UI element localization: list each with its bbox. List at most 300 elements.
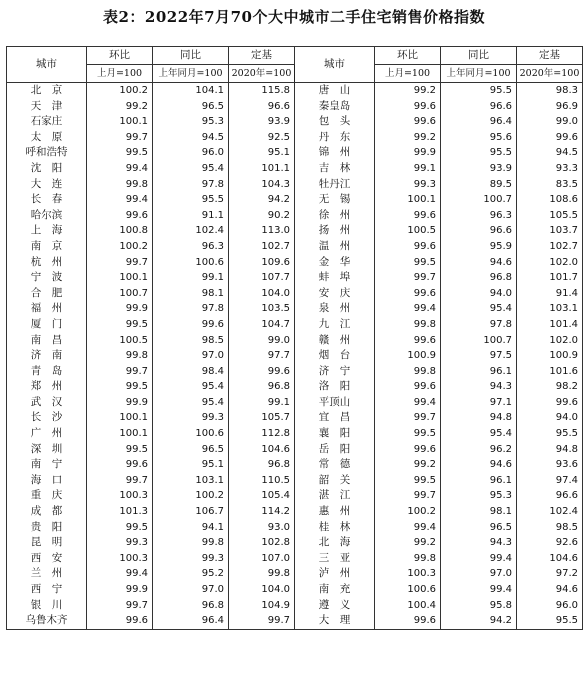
city-cell: 丹 东 <box>295 130 375 146</box>
base-cell: 94.0 <box>517 410 583 426</box>
yoy-cell: 94.1 <box>153 520 229 536</box>
city-cell: 遵 义 <box>295 598 375 614</box>
yoy-cell: 98.1 <box>441 504 517 520</box>
mom-cell: 99.7 <box>87 130 153 146</box>
table-row <box>7 613 583 629</box>
city-cell: 济 南 <box>7 348 87 364</box>
mom-cell: 100.1 <box>87 270 153 286</box>
city-cell: 襄 阳 <box>295 426 375 442</box>
mom-cell: 99.7 <box>87 598 153 614</box>
base-cell: 97.7 <box>229 348 295 364</box>
yoy-cell: 97.0 <box>153 582 229 598</box>
base-cell: 99.0 <box>229 333 295 349</box>
base-cell: 96.8 <box>229 457 295 473</box>
base-cell: 96.6 <box>517 488 583 504</box>
base-cell: 101.7 <box>517 270 583 286</box>
city-cell: 平顶山 <box>295 395 375 411</box>
base-cell: 105.7 <box>229 410 295 426</box>
base-cell: 83.5 <box>517 177 583 193</box>
mom-cell: 99.2 <box>375 130 441 146</box>
city-cell: 杭 州 <box>7 255 87 271</box>
city-cell: 哈尔滨 <box>7 208 87 224</box>
yoy-cell: 94.3 <box>441 379 517 395</box>
base-cell: 104.0 <box>229 582 295 598</box>
base-cell: 96.6 <box>229 99 295 115</box>
table-body <box>7 83 583 630</box>
city-cell: 韶 关 <box>295 473 375 489</box>
city-cell: 重 庆 <box>7 488 87 504</box>
city-cell: 无 锡 <box>295 192 375 208</box>
base-cell: 99.8 <box>229 566 295 582</box>
yoy-cell: 103.1 <box>153 473 229 489</box>
mom-cell: 100.9 <box>375 348 441 364</box>
table-row <box>7 551 583 567</box>
yoy-cell: 96.1 <box>441 364 517 380</box>
base-cell: 95.1 <box>229 145 295 161</box>
base-cell: 98.2 <box>517 379 583 395</box>
mom-cell: 99.2 <box>375 83 441 99</box>
mom-cell: 99.7 <box>87 364 153 380</box>
yoy-cell: 97.8 <box>153 301 229 317</box>
mom-cell: 100.1 <box>87 114 153 130</box>
mom-cell: 99.3 <box>375 177 441 193</box>
base-cell: 94.6 <box>517 582 583 598</box>
city-cell: 金 华 <box>295 255 375 271</box>
mom-subheader: 上月=100 <box>87 65 153 83</box>
city-cell: 烟 台 <box>295 348 375 364</box>
mom-cell: 99.7 <box>87 255 153 271</box>
table-row <box>7 582 583 598</box>
city-cell: 大 理 <box>295 613 375 629</box>
yoy-cell: 99.4 <box>441 551 517 567</box>
base-cell: 93.0 <box>229 520 295 536</box>
mom-cell: 99.4 <box>87 566 153 582</box>
city-cell: 呼和浩特 <box>7 145 87 161</box>
base-cell: 101.4 <box>517 317 583 333</box>
base-cell: 95.5 <box>517 613 583 629</box>
table-row <box>7 317 583 333</box>
city-cell: 太 原 <box>7 130 87 146</box>
table-row <box>7 255 583 271</box>
base-cell: 92.6 <box>517 535 583 551</box>
city-cell: 赣 州 <box>295 333 375 349</box>
yoy-cell: 99.4 <box>441 582 517 598</box>
city-cell: 九 江 <box>295 317 375 333</box>
mom-header: 环比 <box>375 47 441 65</box>
yoy-cell: 89.5 <box>441 177 517 193</box>
base-cell: 103.7 <box>517 223 583 239</box>
yoy-cell: 96.6 <box>441 99 517 115</box>
base-cell: 101.6 <box>517 364 583 380</box>
yoy-cell: 96.0 <box>153 145 229 161</box>
mom-cell: 100.3 <box>87 488 153 504</box>
table-row <box>7 504 583 520</box>
city-cell: 温 州 <box>295 239 375 255</box>
mom-cell: 99.6 <box>375 286 441 302</box>
city-cell: 银 川 <box>7 598 87 614</box>
table-row <box>7 395 583 411</box>
mom-cell: 99.6 <box>375 239 441 255</box>
city-cell: 南 京 <box>7 239 87 255</box>
table-row <box>7 114 583 130</box>
yoy-cell: 99.1 <box>153 270 229 286</box>
mom-cell: 99.4 <box>87 161 153 177</box>
base-cell: 90.2 <box>229 208 295 224</box>
city-cell: 泉 州 <box>295 301 375 317</box>
mom-cell: 99.5 <box>375 255 441 271</box>
yoy-cell: 97.8 <box>153 177 229 193</box>
city-cell: 海 口 <box>7 473 87 489</box>
mom-cell: 99.4 <box>375 395 441 411</box>
city-cell: 郑 州 <box>7 379 87 395</box>
yoy-cell: 94.6 <box>441 457 517 473</box>
city-cell: 兰 州 <box>7 566 87 582</box>
base-cell: 112.8 <box>229 426 295 442</box>
city-header: 城市 <box>7 47 87 83</box>
yoy-cell: 96.4 <box>153 613 229 629</box>
city-cell: 南 昌 <box>7 333 87 349</box>
city-cell: 牡丹江 <box>295 177 375 193</box>
table-row <box>7 598 583 614</box>
city-cell: 大 连 <box>7 177 87 193</box>
base-cell: 102.7 <box>517 239 583 255</box>
mom-cell: 99.6 <box>375 114 441 130</box>
city-cell: 北 京 <box>7 83 87 99</box>
city-cell: 泸 州 <box>295 566 375 582</box>
yoy-cell: 95.3 <box>153 114 229 130</box>
city-cell: 济 宁 <box>295 364 375 380</box>
price-index-table <box>6 46 583 630</box>
mom-cell: 99.6 <box>375 442 441 458</box>
base-cell: 110.5 <box>229 473 295 489</box>
yoy-cell: 94.8 <box>441 410 517 426</box>
yoy-cell: 95.4 <box>441 426 517 442</box>
yoy-cell: 95.4 <box>153 379 229 395</box>
yoy-cell: 95.5 <box>153 192 229 208</box>
mom-cell: 99.4 <box>375 301 441 317</box>
yoy-cell: 95.8 <box>441 598 517 614</box>
city-cell: 锦 州 <box>295 145 375 161</box>
city-cell: 贵 阳 <box>7 520 87 536</box>
base-cell: 99.0 <box>517 114 583 130</box>
base-cell: 96.0 <box>517 598 583 614</box>
base-cell: 104.7 <box>229 317 295 333</box>
city-cell: 深 圳 <box>7 442 87 458</box>
base-cell: 95.5 <box>517 426 583 442</box>
mom-cell: 101.3 <box>87 504 153 520</box>
yoy-cell: 95.6 <box>441 130 517 146</box>
yoy-cell: 95.3 <box>441 488 517 504</box>
mom-cell: 100.4 <box>375 598 441 614</box>
base-cell: 93.3 <box>517 161 583 177</box>
city-cell: 南 宁 <box>7 457 87 473</box>
base-header: 定基 <box>229 47 295 65</box>
city-cell: 成 都 <box>7 504 87 520</box>
city-cell: 扬 州 <box>295 223 375 239</box>
mom-cell: 99.9 <box>375 145 441 161</box>
yoy-cell: 95.4 <box>153 395 229 411</box>
yoy-subheader: 上年同月=100 <box>441 65 517 83</box>
table-row <box>7 286 583 302</box>
mom-cell: 99.9 <box>87 395 153 411</box>
mom-cell: 99.5 <box>375 426 441 442</box>
mom-cell: 99.2 <box>375 457 441 473</box>
yoy-cell: 95.5 <box>441 145 517 161</box>
city-cell: 长 沙 <box>7 410 87 426</box>
yoy-cell: 96.1 <box>441 473 517 489</box>
mom-cell: 99.5 <box>87 379 153 395</box>
base-cell: 99.1 <box>229 395 295 411</box>
city-cell: 武 汉 <box>7 395 87 411</box>
mom-cell: 100.1 <box>375 192 441 208</box>
base-cell: 93.6 <box>517 457 583 473</box>
yoy-cell: 96.2 <box>441 442 517 458</box>
city-cell: 北 海 <box>295 535 375 551</box>
yoy-cell: 97.0 <box>153 348 229 364</box>
yoy-cell: 94.5 <box>153 130 229 146</box>
base-cell: 93.9 <box>229 114 295 130</box>
table-row <box>7 410 583 426</box>
base-cell: 97.4 <box>517 473 583 489</box>
yoy-cell: 96.5 <box>153 442 229 458</box>
mom-cell: 99.6 <box>375 379 441 395</box>
mom-cell: 99.6 <box>375 99 441 115</box>
yoy-cell: 91.1 <box>153 208 229 224</box>
table-row <box>7 99 583 115</box>
base-cell: 99.6 <box>517 130 583 146</box>
mom-cell: 100.8 <box>87 223 153 239</box>
base-cell: 102.0 <box>517 255 583 271</box>
yoy-cell: 99.6 <box>153 317 229 333</box>
city-cell: 广 州 <box>7 426 87 442</box>
yoy-cell: 96.4 <box>441 114 517 130</box>
mom-cell: 100.6 <box>375 582 441 598</box>
mom-cell: 99.5 <box>375 473 441 489</box>
table-row <box>7 488 583 504</box>
table-row <box>7 83 583 99</box>
header-row <box>7 47 583 65</box>
base-cell: 91.4 <box>517 286 583 302</box>
base-cell: 102.4 <box>517 504 583 520</box>
yoy-cell: 99.3 <box>153 551 229 567</box>
city-cell: 乌鲁木齐 <box>7 613 87 629</box>
base-cell: 104.0 <box>229 286 295 302</box>
base-cell: 101.1 <box>229 161 295 177</box>
base-cell: 97.2 <box>517 566 583 582</box>
mom-cell: 99.2 <box>87 99 153 115</box>
table-row <box>7 348 583 364</box>
mom-cell: 99.2 <box>375 535 441 551</box>
city-cell: 湛 江 <box>295 488 375 504</box>
yoy-cell: 95.2 <box>153 566 229 582</box>
table-row <box>7 145 583 161</box>
city-cell: 宜 昌 <box>295 410 375 426</box>
city-cell: 秦皇岛 <box>295 99 375 115</box>
yoy-header: 同比 <box>153 47 229 65</box>
table-row <box>7 379 583 395</box>
table-row <box>7 177 583 193</box>
yoy-cell: 96.8 <box>441 270 517 286</box>
table-row <box>7 130 583 146</box>
city-cell: 包 头 <box>295 114 375 130</box>
table-row <box>7 223 583 239</box>
base-cell: 102.0 <box>517 333 583 349</box>
table-title: 表2：2022年7月70个大中城市二手住宅销售价格指数 <box>103 8 485 26</box>
mom-cell: 99.6 <box>87 613 153 629</box>
yoy-cell: 95.1 <box>153 457 229 473</box>
base-cell: 100.9 <box>517 348 583 364</box>
table-row <box>7 535 583 551</box>
mom-cell: 99.5 <box>87 442 153 458</box>
city-cell: 徐 州 <box>295 208 375 224</box>
yoy-cell: 97.1 <box>441 395 517 411</box>
base-subheader: 2020年=100 <box>229 65 295 83</box>
mom-cell: 99.1 <box>375 161 441 177</box>
city-cell: 昆 明 <box>7 535 87 551</box>
table-row <box>7 364 583 380</box>
mom-cell: 99.9 <box>87 582 153 598</box>
base-cell: 99.6 <box>517 395 583 411</box>
mom-cell: 99.4 <box>87 192 153 208</box>
base-cell: 102.7 <box>229 239 295 255</box>
base-cell: 105.5 <box>517 208 583 224</box>
mom-cell: 99.8 <box>375 551 441 567</box>
table-row <box>7 301 583 317</box>
yoy-cell: 97.5 <box>441 348 517 364</box>
base-cell: 102.8 <box>229 535 295 551</box>
mom-cell: 99.8 <box>87 177 153 193</box>
base-header: 定基 <box>517 47 583 65</box>
base-cell: 104.6 <box>517 551 583 567</box>
mom-cell: 99.5 <box>87 520 153 536</box>
yoy-cell: 106.7 <box>153 504 229 520</box>
yoy-header: 同比 <box>441 47 517 65</box>
city-cell: 青 岛 <box>7 364 87 380</box>
yoy-cell: 94.2 <box>441 613 517 629</box>
yoy-cell: 95.9 <box>441 239 517 255</box>
yoy-cell: 94.3 <box>441 535 517 551</box>
mom-header: 环比 <box>87 47 153 65</box>
mom-cell: 99.6 <box>375 208 441 224</box>
city-cell: 安 庆 <box>295 286 375 302</box>
yoy-cell: 100.6 <box>153 255 229 271</box>
mom-cell: 100.3 <box>375 566 441 582</box>
base-cell: 92.5 <box>229 130 295 146</box>
city-cell: 南 充 <box>295 582 375 598</box>
city-cell: 合 肥 <box>7 286 87 302</box>
mom-cell: 99.4 <box>375 520 441 536</box>
city-cell: 三 亚 <box>295 551 375 567</box>
yoy-cell: 96.5 <box>153 99 229 115</box>
city-cell: 宁 波 <box>7 270 87 286</box>
base-cell: 108.6 <box>517 192 583 208</box>
table-row <box>7 239 583 255</box>
yoy-subheader: 上年同月=100 <box>153 65 229 83</box>
city-header: 城市 <box>295 47 375 83</box>
mom-cell: 99.8 <box>375 364 441 380</box>
mom-cell: 99.5 <box>87 145 153 161</box>
base-cell: 107.0 <box>229 551 295 567</box>
base-cell: 103.5 <box>229 301 295 317</box>
base-cell: 104.3 <box>229 177 295 193</box>
mom-cell: 100.5 <box>375 223 441 239</box>
mom-cell: 99.6 <box>87 457 153 473</box>
city-cell: 蚌 埠 <box>295 270 375 286</box>
city-cell: 天 津 <box>7 99 87 115</box>
base-cell: 113.0 <box>229 223 295 239</box>
city-cell: 西 宁 <box>7 582 87 598</box>
base-cell: 94.5 <box>517 145 583 161</box>
table-row <box>7 161 583 177</box>
base-cell: 94.8 <box>517 442 583 458</box>
mom-cell: 99.6 <box>87 208 153 224</box>
mom-cell: 99.7 <box>375 410 441 426</box>
mom-cell: 99.8 <box>375 317 441 333</box>
table-row <box>7 192 583 208</box>
table-row <box>7 208 583 224</box>
city-cell: 长 春 <box>7 192 87 208</box>
city-cell: 石家庄 <box>7 114 87 130</box>
base-subheader: 2020年=100 <box>517 65 583 83</box>
base-cell: 107.7 <box>229 270 295 286</box>
yoy-cell: 99.3 <box>153 410 229 426</box>
city-cell: 沈 阳 <box>7 161 87 177</box>
base-cell: 104.9 <box>229 598 295 614</box>
table-row <box>7 270 583 286</box>
yoy-cell: 104.1 <box>153 83 229 99</box>
yoy-cell: 96.5 <box>441 520 517 536</box>
base-cell: 98.5 <box>517 520 583 536</box>
table-row <box>7 473 583 489</box>
mom-cell: 99.7 <box>87 473 153 489</box>
mom-cell: 99.8 <box>87 348 153 364</box>
mom-cell: 100.1 <box>87 410 153 426</box>
mom-cell: 99.3 <box>87 535 153 551</box>
mom-cell: 100.2 <box>87 239 153 255</box>
base-cell: 115.8 <box>229 83 295 99</box>
yoy-cell: 100.2 <box>153 488 229 504</box>
table-row <box>7 566 583 582</box>
base-cell: 99.7 <box>229 613 295 629</box>
yoy-cell: 94.0 <box>441 286 517 302</box>
yoy-cell: 102.4 <box>153 223 229 239</box>
city-cell: 西 安 <box>7 551 87 567</box>
mom-cell: 100.3 <box>87 551 153 567</box>
yoy-cell: 100.7 <box>441 333 517 349</box>
base-cell: 103.1 <box>517 301 583 317</box>
yoy-cell: 100.7 <box>441 192 517 208</box>
city-cell: 洛 阳 <box>295 379 375 395</box>
yoy-cell: 95.4 <box>153 161 229 177</box>
city-cell: 吉 林 <box>295 161 375 177</box>
base-cell: 105.4 <box>229 488 295 504</box>
city-cell: 厦 门 <box>7 317 87 333</box>
yoy-cell: 96.6 <box>441 223 517 239</box>
yoy-cell: 97.0 <box>441 566 517 582</box>
mom-cell: 99.7 <box>375 488 441 504</box>
yoy-cell: 97.8 <box>441 317 517 333</box>
table-row <box>7 442 583 458</box>
yoy-cell: 100.6 <box>153 426 229 442</box>
mom-cell: 100.2 <box>87 83 153 99</box>
mom-cell: 100.2 <box>375 504 441 520</box>
base-cell: 104.6 <box>229 442 295 458</box>
yoy-cell: 93.9 <box>441 161 517 177</box>
mom-cell: 100.1 <box>87 426 153 442</box>
base-cell: 96.8 <box>229 379 295 395</box>
city-cell: 唐 山 <box>295 83 375 99</box>
yoy-cell: 96.8 <box>153 598 229 614</box>
